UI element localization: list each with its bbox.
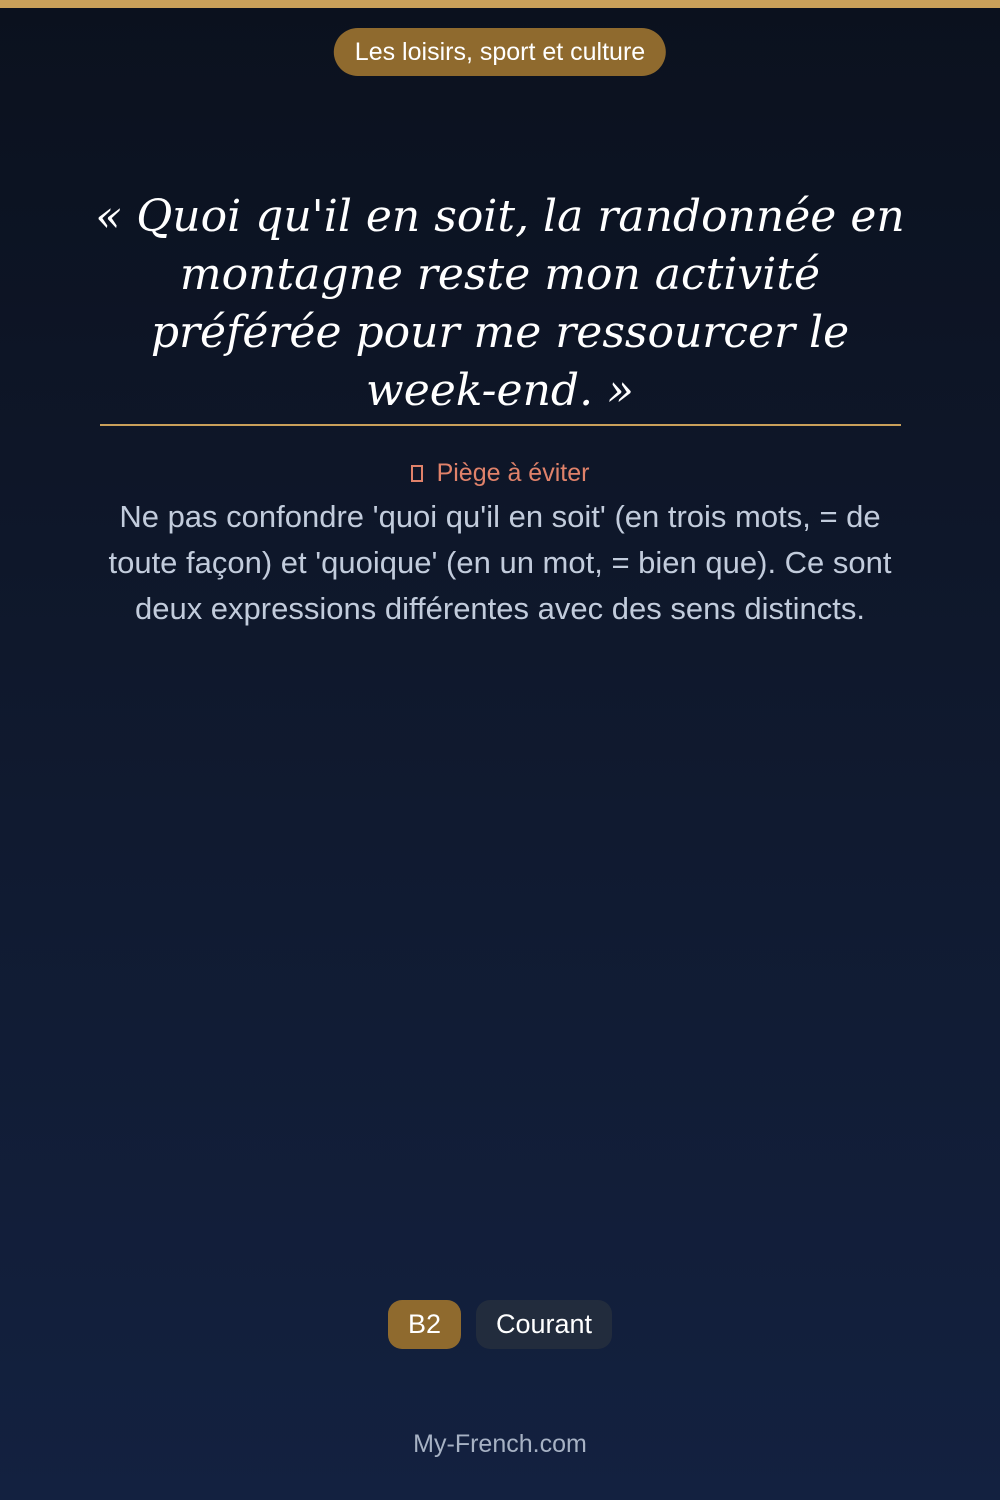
example-sentence: « Quoi qu'il en soit, la randonnée en montagne reste mon activité préférée pour me ressourcer le week-end. » (95, 191, 905, 416)
pitfall-heading (0, 456, 1000, 490)
divider (100, 424, 901, 426)
pitfall-explanation: Ne pas confondre 'quoi qu'il en soit' (en trois mots, = de toute façon) et 'quoique' (en un mot, = bien que). Ce sont deux expressions différentes avec des sens distincts. (108, 499, 892, 626)
category-badge: Les loisirs, sport et culture (334, 28, 666, 76)
tag-row (0, 1300, 1000, 1349)
site-footer: My-French.com (413, 1430, 587, 1458)
warning-box-icon (411, 465, 423, 482)
top-accent-bar (0, 0, 1000, 8)
pitfall-title: Piège à éviter (436, 459, 590, 487)
level-badge: B2 (388, 1300, 461, 1349)
register-badge: Courant (476, 1300, 612, 1349)
